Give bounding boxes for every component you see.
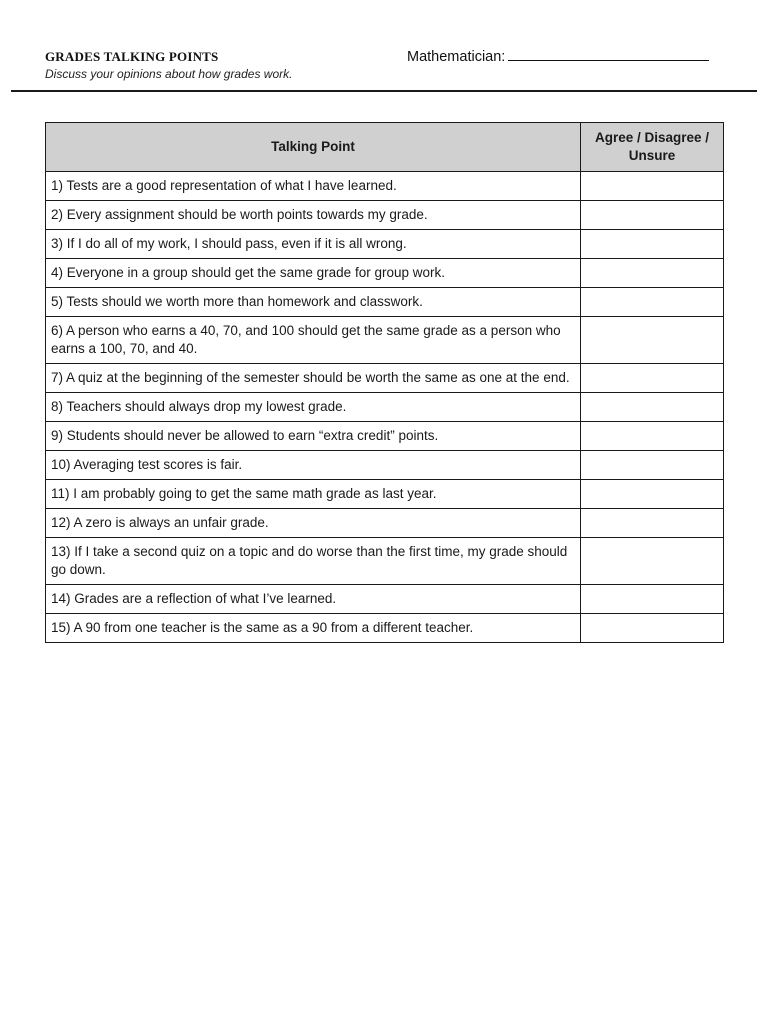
talking-point-cell: 11) I am probably going to get the same math grade as last year. [46,480,581,509]
mathematician-blank-line[interactable] [508,48,709,61]
talking-point-cell: 14) Grades are a reflection of what I’ve learned. [46,585,581,614]
talking-point-cell: 3) If I do all of my work, I should pass, even if it is all wrong. [46,230,581,259]
column-header-talking-point: Talking Point [46,123,581,172]
answer-cell[interactable] [581,451,724,480]
table-row [46,538,724,585]
table-row [46,201,724,230]
talking-point-cell: 4) Everyone in a group should get the same grade for group work. [46,259,581,288]
answer-cell[interactable] [581,509,724,538]
mathematician-field [407,48,709,65]
worksheet-title: GRADES TALKING POINTS [45,49,219,64]
talking-points-table [45,122,724,643]
talking-point-cell: 2) Every assignment should be worth points towards my grade. [46,201,581,230]
answer-cell[interactable] [581,614,724,643]
answer-cell[interactable] [581,538,724,585]
talking-point-cell: 7) A quiz at the beginning of the semester should be worth the same as one at the end. [46,364,581,393]
answer-cell[interactable] [581,422,724,451]
table-header-row [46,123,724,172]
answer-cell[interactable] [581,393,724,422]
answer-cell[interactable] [581,288,724,317]
answer-cell[interactable] [581,259,724,288]
table-row [46,393,724,422]
table-row [46,172,724,201]
talking-point-cell: 5) Tests should we worth more than homework and classwork. [46,288,581,317]
table-row [46,230,724,259]
table-row [46,422,724,451]
talking-point-cell: 9) Students should never be allowed to earn “extra credit” points. [46,422,581,451]
table-row [46,585,724,614]
answer-cell[interactable] [581,364,724,393]
talking-point-cell: 15) A 90 from one teacher is the same as a 90 from a different teacher. [46,614,581,643]
column-header-agree-disagree-unsure: Agree / Disagree / Unsure [581,123,724,172]
table-row [46,288,724,317]
talking-point-cell: 8) Teachers should always drop my lowest grade. [46,393,581,422]
talking-point-cell: 6) A person who earns a 40, 70, and 100 should get the same grade as a person who earns a 100, 70, and 40. [46,317,581,364]
answer-cell[interactable] [581,201,724,230]
talking-point-cell: 10) Averaging test scores is fair. [46,451,581,480]
table-row [46,451,724,480]
table-row [46,259,724,288]
answer-cell[interactable] [581,480,724,509]
table-row [46,317,724,364]
table-row [46,480,724,509]
answer-cell[interactable] [581,317,724,364]
answer-cell[interactable] [581,172,724,201]
answer-cell[interactable] [581,230,724,259]
table-row [46,364,724,393]
table-row [46,614,724,643]
talking-point-cell: 13) If I take a second quiz on a topic and do worse than the first time, my grade should go down. [46,538,581,585]
answer-cell[interactable] [581,585,724,614]
header-divider [11,90,757,92]
table-row [46,509,724,538]
mathematician-label: Mathematician: [407,49,506,65]
worksheet-subtitle: Discuss your opinions about how grades work. [45,67,293,81]
talking-point-cell: 12) A zero is always an unfair grade. [46,509,581,538]
talking-point-cell: 1) Tests are a good representation of what I have learned. [46,172,581,201]
